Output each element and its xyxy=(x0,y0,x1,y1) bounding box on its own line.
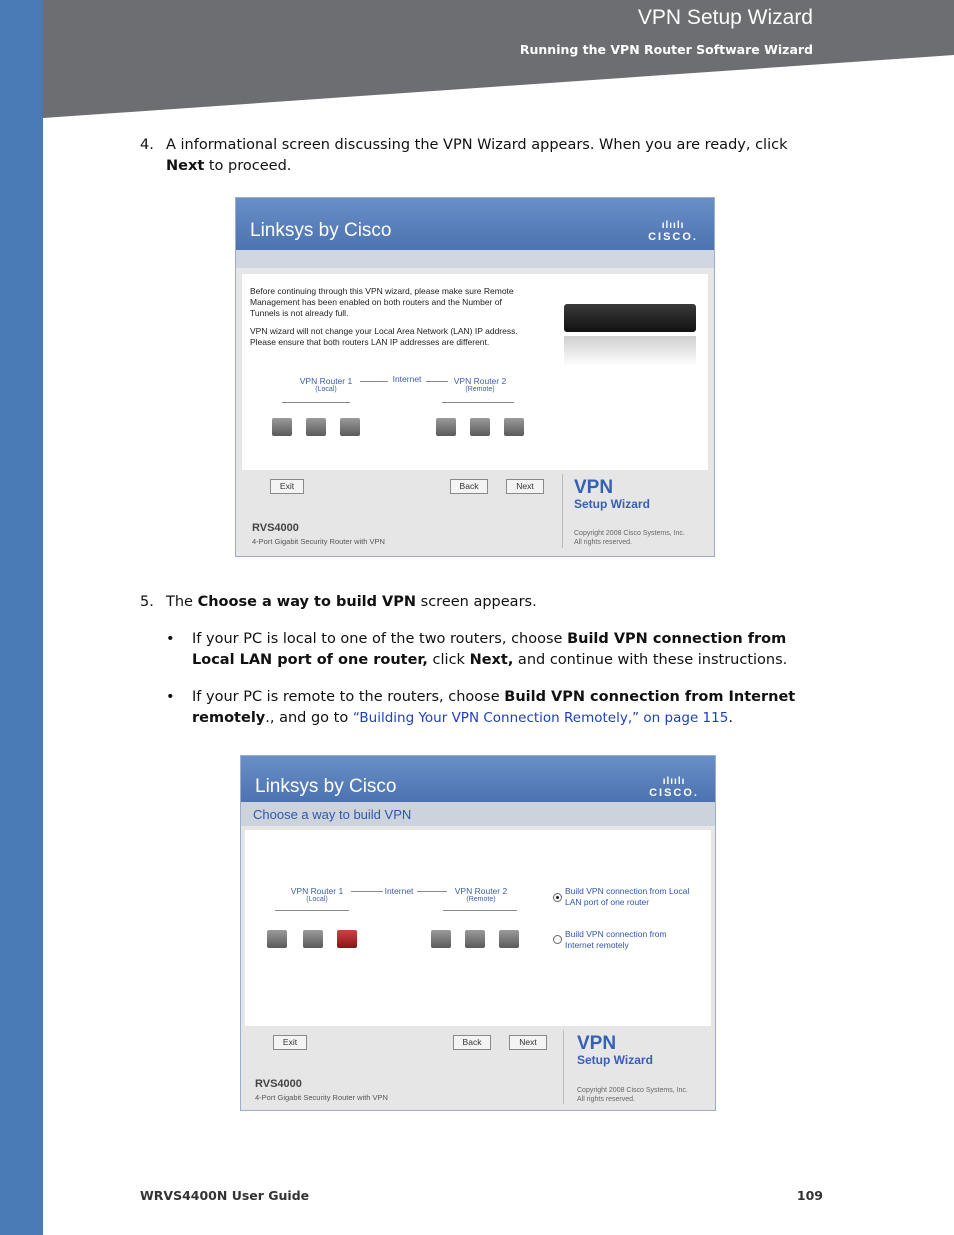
pc-icon xyxy=(436,418,456,436)
copyright xyxy=(574,529,685,547)
router2-name: VPN Router 2 xyxy=(454,886,508,896)
step-text-bold: Choose a way to build VPN xyxy=(197,594,417,610)
bullet-text-part: If your PC is remote to the routers, choose xyxy=(192,689,505,705)
router-image xyxy=(564,304,696,332)
pc-icon xyxy=(306,418,326,436)
copyright-line: All rights reserved. xyxy=(574,539,632,546)
router1-sub: (Local) xyxy=(306,896,328,903)
bullet-bold: Build VPN connection from Local LAN port of one router, xyxy=(192,631,787,668)
radio-local[interactable] xyxy=(553,893,562,902)
bullet-dot: • xyxy=(166,689,175,705)
copyright xyxy=(577,1086,688,1104)
pc-icon xyxy=(340,418,360,436)
header-subtitle: Running the VPN Router Software Wizard xyxy=(519,42,813,57)
brand-logo: Linksys by Cisco xyxy=(255,776,397,797)
step-text xyxy=(166,135,816,177)
router2-sub: (Remote) xyxy=(465,386,495,393)
bullet-text-part: click xyxy=(427,652,470,668)
model-name: RVS4000 xyxy=(255,1078,302,1090)
choose-panel xyxy=(245,830,711,1026)
bullet-bold: Build VPN connection from Internet remotely xyxy=(192,689,796,726)
vpn-logo: VPN xyxy=(577,1033,617,1054)
bullet-text-part: and continue with these instructions. xyxy=(513,652,788,668)
step-text xyxy=(166,592,816,613)
pc-icon xyxy=(470,418,490,436)
info-panel xyxy=(242,274,708,470)
wire xyxy=(282,402,350,403)
pc-icon xyxy=(504,418,524,436)
step-text-part: screen appears. xyxy=(416,594,537,610)
cisco-logo xyxy=(648,220,698,243)
heading-strip xyxy=(236,250,714,268)
option-remote-label[interactable]: Build VPN connection from Internet remotely xyxy=(565,929,667,950)
step-text-part: The xyxy=(166,594,198,610)
copyright-line: All rights reserved. xyxy=(577,1096,635,1103)
back-button[interactable]: Back xyxy=(453,1035,491,1050)
screenshot-banner xyxy=(241,756,715,802)
model-name: RVS4000 xyxy=(252,522,299,534)
wire xyxy=(443,910,517,911)
step-text-part: A informational screen discussing the VPN Wizard appears. When you are ready, click xyxy=(166,137,788,153)
step-number: 5. xyxy=(140,594,154,610)
option-local-label[interactable]: Build VPN connection from Local LAN port of one router xyxy=(565,886,690,907)
screenshot-choose-vpn xyxy=(240,755,716,1111)
vpn-logo: VPN xyxy=(574,477,614,498)
internet-label: Internet xyxy=(392,374,422,384)
divider xyxy=(563,1030,564,1104)
cisco-logo xyxy=(649,776,699,799)
pc-icon xyxy=(267,930,287,948)
heading-strip xyxy=(241,802,715,826)
router2-sub: (Remote) xyxy=(466,896,496,903)
bullet-text-part: If your PC is local to one of the two routers, choose xyxy=(192,631,568,647)
step-text-bold: Next xyxy=(166,158,205,174)
copyright-line: Copyright 2008 Cisco Systems, Inc. xyxy=(577,1087,688,1094)
info-text-1: Before continuing through this VPN wizard, please make sure Remote Management has been enabled on both routers and the Number of Tunnels is not already full. xyxy=(250,286,514,318)
step-text-part: to proceed. xyxy=(204,158,292,174)
next-button[interactable]: Next xyxy=(506,479,544,494)
divider xyxy=(562,474,563,548)
router1-name: VPN Router 1 xyxy=(290,886,344,896)
exit-button[interactable]: Exit xyxy=(273,1035,307,1050)
pc-icon xyxy=(465,930,485,948)
wire xyxy=(442,402,514,403)
router2-name: VPN Router 2 xyxy=(453,376,507,386)
cisco-logo-text: CISCO. xyxy=(648,231,698,243)
bullet-text-part: . xyxy=(728,710,733,726)
info-text-2: VPN wizard will not change your Local Area Network (LAN) IP address. Please ensure that both routers LAN IP addresses are different. xyxy=(250,326,518,347)
model-description: 4-Port Gigabit Security Router with VPN xyxy=(252,537,385,546)
router1-label xyxy=(277,886,357,903)
radio-remote[interactable] xyxy=(553,935,562,944)
next-button[interactable]: Next xyxy=(509,1035,547,1050)
router1-sub: (Local) xyxy=(315,386,337,393)
wire xyxy=(275,910,349,911)
header-title: VPN Setup Wizard xyxy=(637,6,813,29)
router2-label xyxy=(441,886,521,903)
step-number: 4. xyxy=(140,137,154,153)
cisco-logo-text: CISCO. xyxy=(649,787,699,799)
cisco-bars-icon: ılıılı xyxy=(661,220,685,231)
router-reflection xyxy=(564,336,696,366)
pc-icon xyxy=(431,930,451,948)
bullet-dot: • xyxy=(166,631,175,647)
router2-label xyxy=(440,376,520,393)
screenshot-vpn-info xyxy=(235,197,715,557)
exit-button[interactable]: Exit xyxy=(270,479,304,494)
model-description: 4-Port Gigabit Security Router with VPN xyxy=(255,1093,388,1102)
bullet-text-part: ., and go to xyxy=(265,710,353,726)
setup-wizard-label: Setup Wizard xyxy=(577,1053,653,1067)
cross-reference-link[interactable]: “Building Your VPN Connection Remotely,” on page 115 xyxy=(352,710,729,726)
back-button[interactable]: Back xyxy=(450,479,488,494)
pc-icon xyxy=(272,418,292,436)
page-sidebar-bar xyxy=(0,0,43,1235)
footer-guide-title: WRVS4400N User Guide xyxy=(140,1188,310,1203)
pc-icon-highlighted xyxy=(337,930,357,948)
footer-page-number: 109 xyxy=(796,1188,823,1203)
router1-name: VPN Router 1 xyxy=(299,376,353,386)
pc-icon xyxy=(499,930,519,948)
screenshot-banner xyxy=(236,198,714,250)
bullet-text xyxy=(192,629,812,671)
setup-wizard-label: Setup Wizard xyxy=(574,497,650,511)
pc-icon xyxy=(303,930,323,948)
internet-label: Internet xyxy=(384,886,414,896)
brand-logo: Linksys by Cisco xyxy=(250,220,392,241)
bullet-bold: Next, xyxy=(469,652,514,668)
copyright-line: Copyright 2008 Cisco Systems, Inc. xyxy=(574,530,685,537)
router1-label xyxy=(286,376,366,393)
page-heading: Choose a way to build VPN xyxy=(253,807,412,822)
cisco-bars-icon: ılıılı xyxy=(662,776,686,787)
bullet-text xyxy=(192,687,812,729)
